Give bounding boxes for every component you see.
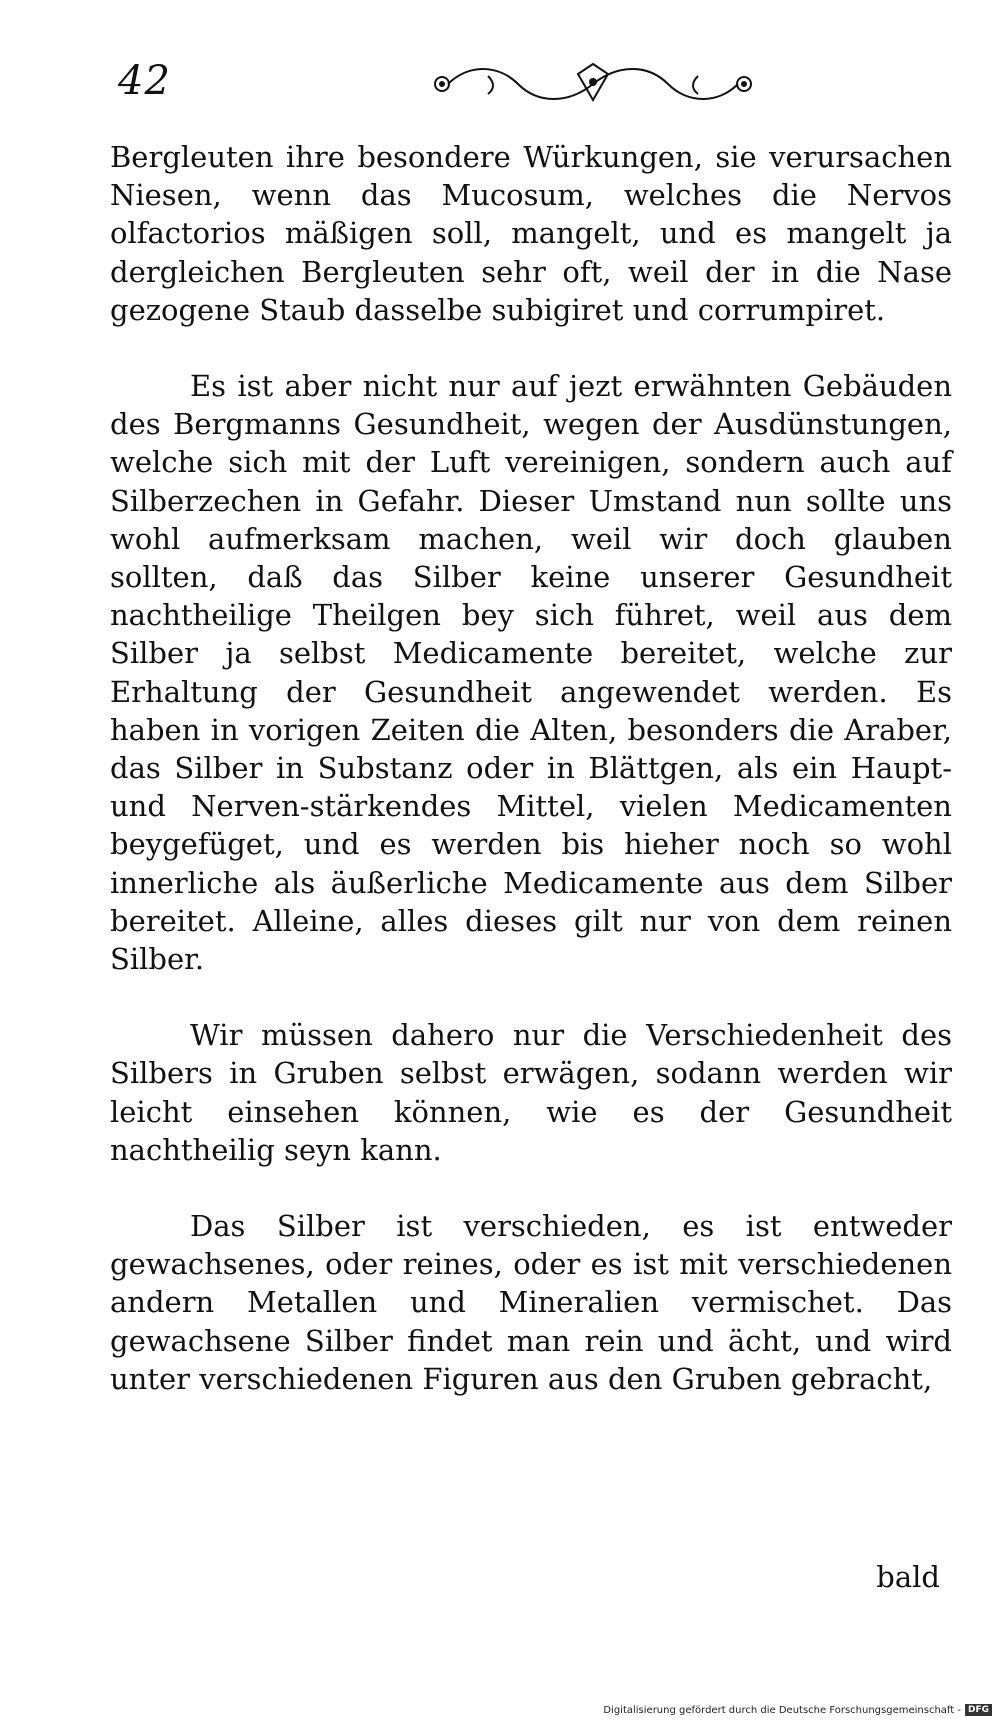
digitization-footer — [603, 1704, 992, 1716]
page-header — [118, 56, 948, 116]
paragraph-gap — [110, 1169, 952, 1207]
paragraph-gap — [110, 329, 952, 367]
body-text — [110, 138, 952, 1398]
dfg-logo: DFG — [965, 1704, 992, 1716]
paragraph-3: Wir müssen dahero nur die Verschiedenheit des Silbers in Gruben selbst erwägen, sodann werden wir leicht einsehen können, wie es der Gesundheit nachtheilig seyn kann. — [110, 1018, 952, 1167]
footer-credit: Digitalisierung gefördert durch die Deutsche Forschungsgemeinschaft - — [603, 1704, 961, 1716]
paragraph-gap — [110, 978, 952, 1016]
paragraph-4: Das Silber ist verschieden, es ist entweder gewachsenes, oder reines, oder es ist mit verschiedenen andern Metallen und Mineralien vermischet. Das gewachsene Silber findet man rein und ächt, und wird unter verschiedenen Figuren aus den Gruben gebracht, — [110, 1209, 952, 1396]
paragraph-1: Bergleuten ihre besondere Würkungen, sie verursachen Niesen, wenn das Mucosum, welches die Nervos olfactorios mäßigen soll, mangelt, und es mangelt ja dergleichen Bergleuten sehr oft, weil der in die Nase gezogene Staub dasselbe subigiret und corrumpiret. — [110, 140, 952, 327]
page-number: 42 — [118, 58, 171, 104]
catchword: bald — [876, 1560, 940, 1594]
paragraph-2: Es ist aber nicht nur auf jezt erwähnten Gebäuden des Bergmanns Gesundheit, wegen der Ausdünstungen, welche sich mit der Luft vereinigen, sondern auch auf Silberzechen in Gefahr. Dieser Umstand nun sollte uns wohl aufmerksam machen, weil wir doch glauben sollten, daß das Silber keine unserer Gesundheit nachtheilige Theilgen bey sich führet, weil aus dem Silber ja selbst Medicamente bereitet, welche zur Erhaltung der Gesundheit angewendet werden. Es haben in vorigen Zeiten die Alten, besonders die Araber, das Silber in Substanz oder in Blättgen, als ein Haupt- und Nerven-stärkendes Mittel, vielen Medicamenten beygefüget, und es werden bis hieher noch so wohl innerliche als äußerliche Medicamente aus dem Silber bereitet. Alleine, alles dieses gilt nur von dem reinen Silber. — [110, 369, 952, 977]
floral-ornament-icon — [428, 56, 758, 112]
